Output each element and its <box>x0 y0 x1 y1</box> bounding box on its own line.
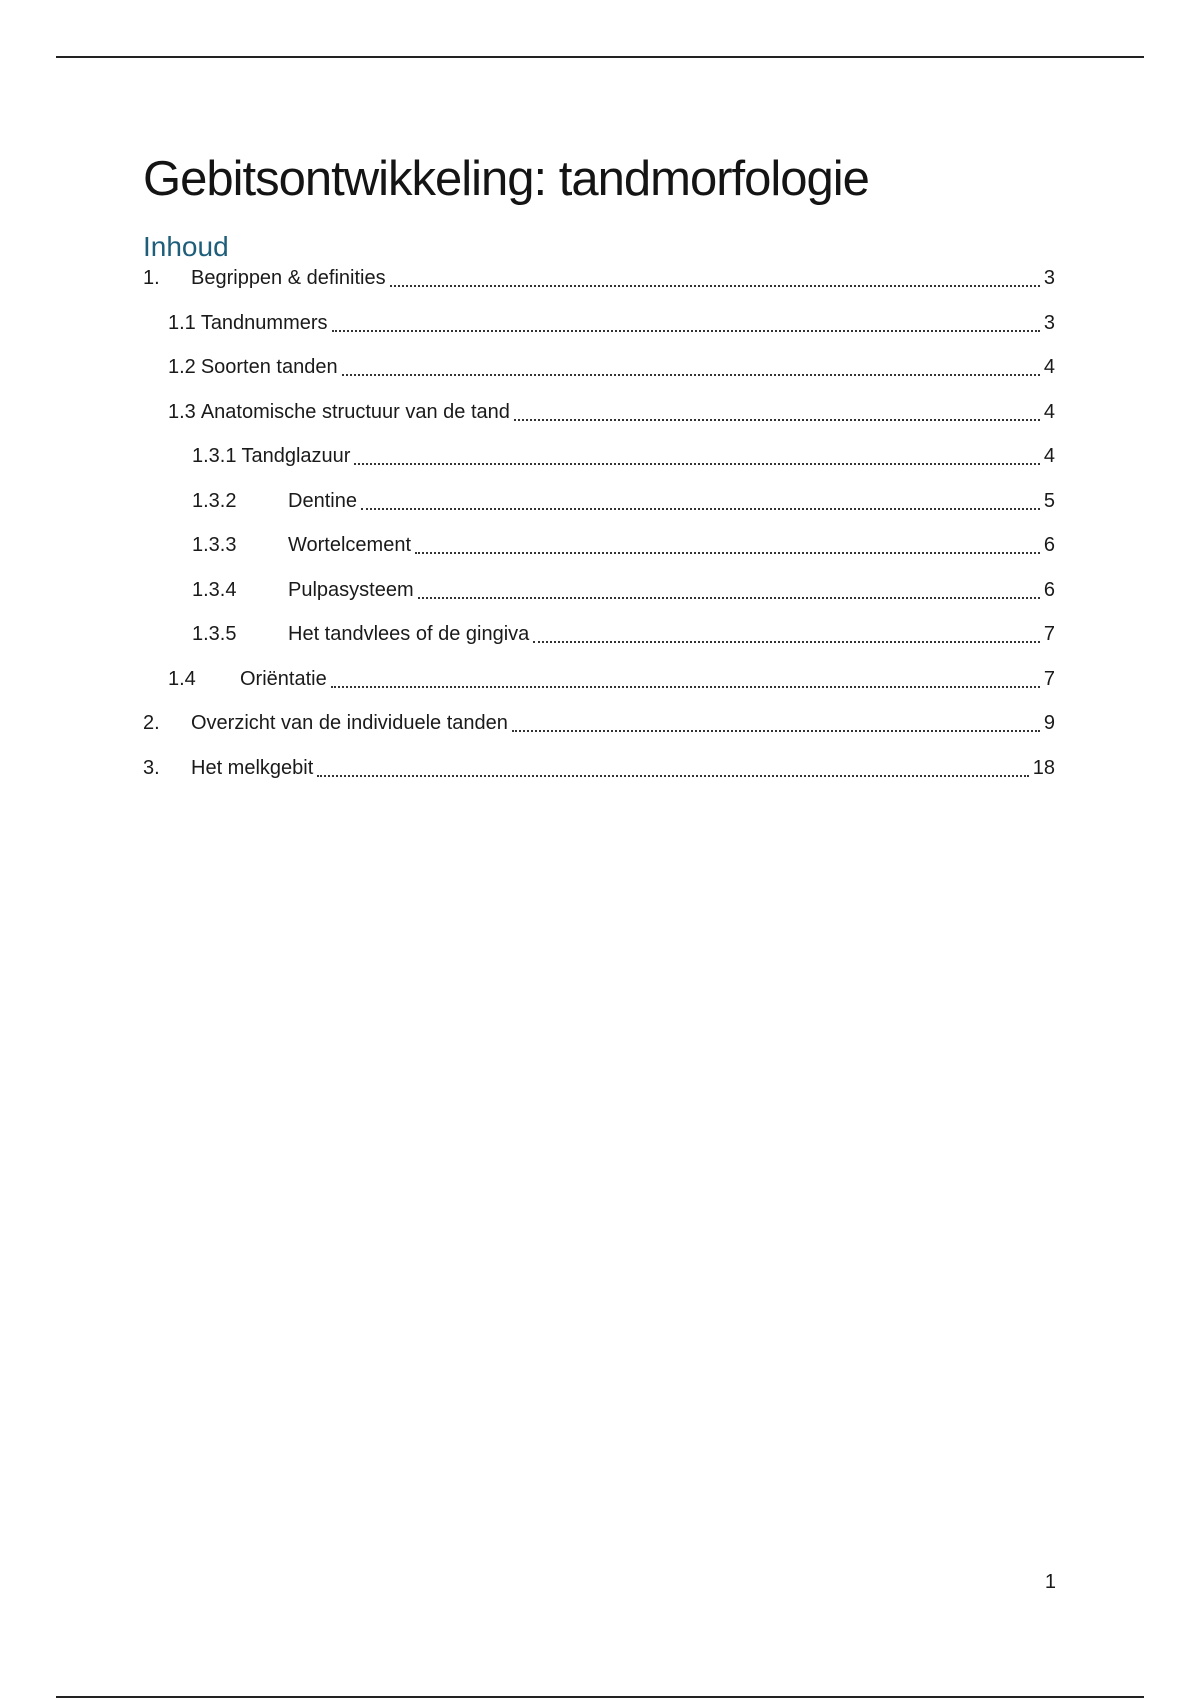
toc-entry-pulpasysteem[interactable] <box>143 578 1055 623</box>
toc-entry-number: 1.3.3 <box>192 534 237 556</box>
dot-leader <box>514 400 1040 421</box>
dot-leader <box>512 711 1040 732</box>
toc-entry-label: Wortelcement <box>288 534 412 556</box>
toc-entry-label: Tandglazuur <box>241 445 351 467</box>
toc-entry-number: 1.3.5 <box>192 623 237 645</box>
toc-entry-page: 18 <box>1032 756 1055 779</box>
toc-entry-page: 9 <box>1043 712 1055 734</box>
toc-entry-number: 1.3.2 <box>192 489 237 512</box>
toc-entry-number: 1. <box>143 267 160 289</box>
toc-entry-tandvlees-gingiva[interactable] <box>143 622 1055 667</box>
dot-leader <box>390 266 1040 287</box>
toc-entry-page: 7 <box>1043 667 1055 690</box>
dot-leader <box>533 622 1040 643</box>
toc-entry-label: Oriëntatie <box>240 667 327 690</box>
toc-entry-label: Het melkgebit <box>191 756 314 779</box>
toc-entry-begrippen-definities[interactable] <box>143 266 1055 311</box>
header-rule <box>56 56 1144 58</box>
document-title: Gebitsontwikkeling: tandmorfologie <box>143 152 869 206</box>
toc-entry-number: 1.3.1 <box>192 445 237 467</box>
toc-entry-number: 1.4 <box>168 667 196 690</box>
toc-entry-label: Soorten tanden <box>200 356 338 378</box>
toc-entry-label: Overzicht van de individuele tanden <box>191 712 508 734</box>
toc-entry-anatomische-structuur[interactable] <box>143 400 1055 445</box>
toc-entry-label: Het tandvlees of de gingiva <box>288 623 530 645</box>
toc-entry-tandnummers[interactable] <box>143 311 1055 356</box>
toc-entry-dentine[interactable] <box>143 489 1055 534</box>
toc-entry-number: 2. <box>143 712 160 734</box>
dot-leader <box>418 578 1040 599</box>
dot-leader <box>332 311 1040 332</box>
toc-entry-orientatie[interactable] <box>143 667 1055 712</box>
toc-entry-label: Begrippen & definities <box>191 267 386 289</box>
toc-entry-overzicht-individuele-tanden[interactable] <box>143 711 1055 756</box>
page-content <box>143 150 1055 800</box>
toc-entry-label: Anatomische structuur van de tand <box>200 400 510 423</box>
toc-entry-page: 6 <box>1043 534 1055 556</box>
toc-heading: Inhoud <box>143 231 229 262</box>
toc-entry-page: 4 <box>1043 356 1055 378</box>
dot-leader <box>361 489 1040 510</box>
toc-entry-number: 3. <box>143 756 160 779</box>
toc-entry-wortelcement[interactable] <box>143 533 1055 578</box>
toc-entry-label: Dentine <box>288 489 357 512</box>
toc-entry-page: 7 <box>1043 623 1055 645</box>
table-of-contents <box>143 266 1055 800</box>
toc-entry-label: Tandnummers <box>200 311 328 334</box>
toc-entry-page: 5 <box>1043 489 1055 512</box>
toc-entry-number: 1.2 <box>168 356 196 378</box>
toc-entry-label: Pulpasysteem <box>288 578 414 601</box>
toc-entry-page: 3 <box>1043 311 1055 334</box>
page-number: 1 <box>1044 1571 1056 1593</box>
toc-entry-page: 4 <box>1043 445 1055 467</box>
toc-entry-page: 3 <box>1043 267 1055 289</box>
toc-entry-tandglazuur[interactable] <box>143 444 1055 489</box>
toc-entry-page: 4 <box>1043 400 1055 423</box>
toc-entry-number: 1.3.4 <box>192 578 237 601</box>
toc-entry-soorten-tanden[interactable] <box>143 355 1055 400</box>
dot-leader <box>342 355 1040 376</box>
dot-leader <box>354 444 1039 465</box>
toc-entry-page: 6 <box>1043 578 1055 601</box>
dot-leader <box>331 667 1040 688</box>
dot-leader <box>415 533 1040 554</box>
dot-leader <box>317 756 1028 777</box>
toc-entry-melkgebit[interactable] <box>143 756 1055 801</box>
toc-entry-number: 1.1 <box>168 311 196 334</box>
footer-rule <box>56 1696 1144 1698</box>
toc-entry-number: 1.3 <box>168 400 196 423</box>
